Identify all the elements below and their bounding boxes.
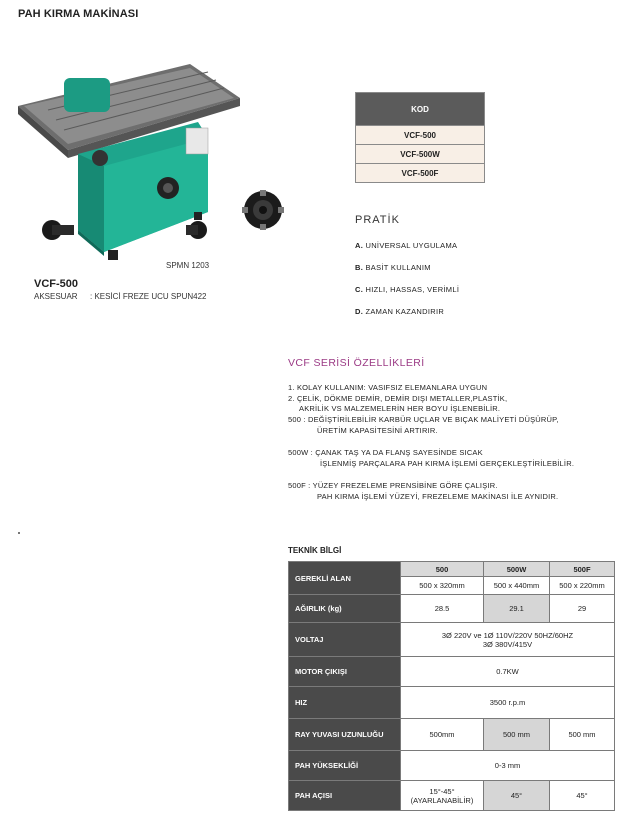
feature-line: 1. KOLAY KULLANIM: VASIFSIZ ELEMANLARA UYGUN — [288, 383, 488, 392]
tech-label: PAH AÇISI — [289, 781, 401, 811]
tech-label: VOLTAJ — [289, 623, 401, 657]
tech-cell: 29 — [550, 595, 615, 623]
feature-line: AKRİLİK VS MALZEMELERİN HER BOYU İŞLENEBİLİR. — [299, 404, 501, 413]
code-row: VCF-500F — [356, 164, 485, 183]
tech-cell: 3Ø 220V ve 1Ø 110V/220V 50HZ/60HZ 3Ø 380V/415V — [401, 623, 615, 657]
tech-label: AĞIRLIK (kg) — [289, 595, 401, 623]
accessory-value: : KESİCİ FREZE UCU SPUN422 — [90, 292, 207, 301]
tech-cell: 0.7KW — [401, 657, 615, 687]
feature-line: İŞLENMİŞ PARÇALARA PAH KIRMA İŞLEMİ GERÇEKLEŞTİRİLEBİLİR. — [320, 459, 575, 468]
insert-code-label: SPMN 1203 — [166, 261, 210, 270]
tech-cell: 500 x 220mm — [550, 577, 615, 595]
code-row: VCF-500 — [356, 126, 485, 145]
pratik-title: PRATİK — [355, 214, 400, 226]
stray-dot — [18, 532, 20, 534]
features-title: VCF SERİSİ ÖZELLİKLERİ — [288, 357, 425, 369]
feature-line: 500F : YÜZEY FREZELEME PRENSİBİNE GÖRE ÇALIŞIR. — [288, 481, 498, 490]
cutter-head-image — [240, 188, 286, 232]
code-table — [355, 92, 485, 183]
tech-label: MOTOR ÇIKIŞI — [289, 657, 401, 687]
tech-cell: 28.5 — [401, 595, 484, 623]
tech-header: 500W — [484, 562, 550, 577]
tech-title: TEKNİK BİLGİ — [288, 546, 342, 555]
machine-illustration — [18, 62, 288, 292]
tech-cell: 500 x 320mm — [401, 577, 484, 595]
feature-line: 2. ÇELİK, DÖKME DEMİR, DEMİR DIŞI METALLER,PLASTİK, — [288, 394, 508, 403]
feature-line: 500W : ÇANAK TAŞ YA DA FLANŞ SAYESİNDE SICAK — [288, 448, 483, 457]
pratik-item: B. BASİT KULLANIM — [355, 263, 431, 272]
model-name: VCF-500 — [34, 278, 79, 290]
tech-label: HIZ — [289, 687, 401, 719]
accessory-label: AKSESUAR — [34, 292, 78, 301]
tech-cell: 45° — [550, 781, 615, 811]
tech-label: GEREKLİ ALAN — [289, 562, 401, 595]
pratik-item: A. UNİVERSAL UYGULAMA — [355, 241, 458, 250]
pratik-item: D. ZAMAN KAZANDIRIR — [355, 307, 445, 316]
tech-cell: 500mm — [401, 719, 484, 751]
code-table-header: KOD — [356, 93, 485, 126]
tech-label: RAY YUVASI UZUNLUĞU — [289, 719, 401, 751]
feature-line: 500 : DEĞİŞTİRİLEBİLİR KARBÜR UÇLAR VE BIÇAK MALİYETİ DÜŞÜRÜP, — [288, 415, 559, 424]
tech-cell: 500 x 440mm — [484, 577, 550, 595]
tech-cell: 15°-45° (AYARLANABİLİR) — [401, 781, 484, 811]
tech-cell: 500 mm — [550, 719, 615, 751]
tech-cell: 500 mm — [484, 719, 550, 751]
tech-cell: 29.1 — [484, 595, 550, 623]
tech-table — [288, 561, 615, 811]
tech-header: 500F — [550, 562, 615, 577]
tech-cell: 0-3 mm — [401, 751, 615, 781]
tech-cell: 3500 r.p.m — [401, 687, 615, 719]
tech-cell: 45° — [484, 781, 550, 811]
page-title: PAH KIRMA MAKİNASI — [18, 8, 139, 20]
feature-line: PAH KIRMA İŞLEMİ YÜZEYİ, FREZELEME MAKİNASI İLE AYNIDIR. — [317, 492, 559, 501]
pratik-item: C. HIZLI, HASSAS, VERİMLİ — [355, 285, 460, 294]
tech-label: PAH YÜKSEKLİĞİ — [289, 751, 401, 781]
tech-header: 500 — [401, 562, 484, 577]
feature-line: ÜRETİM KAPASİTESİNİ ARTIRIR. — [317, 426, 438, 435]
code-row: VCF-500W — [356, 145, 485, 164]
